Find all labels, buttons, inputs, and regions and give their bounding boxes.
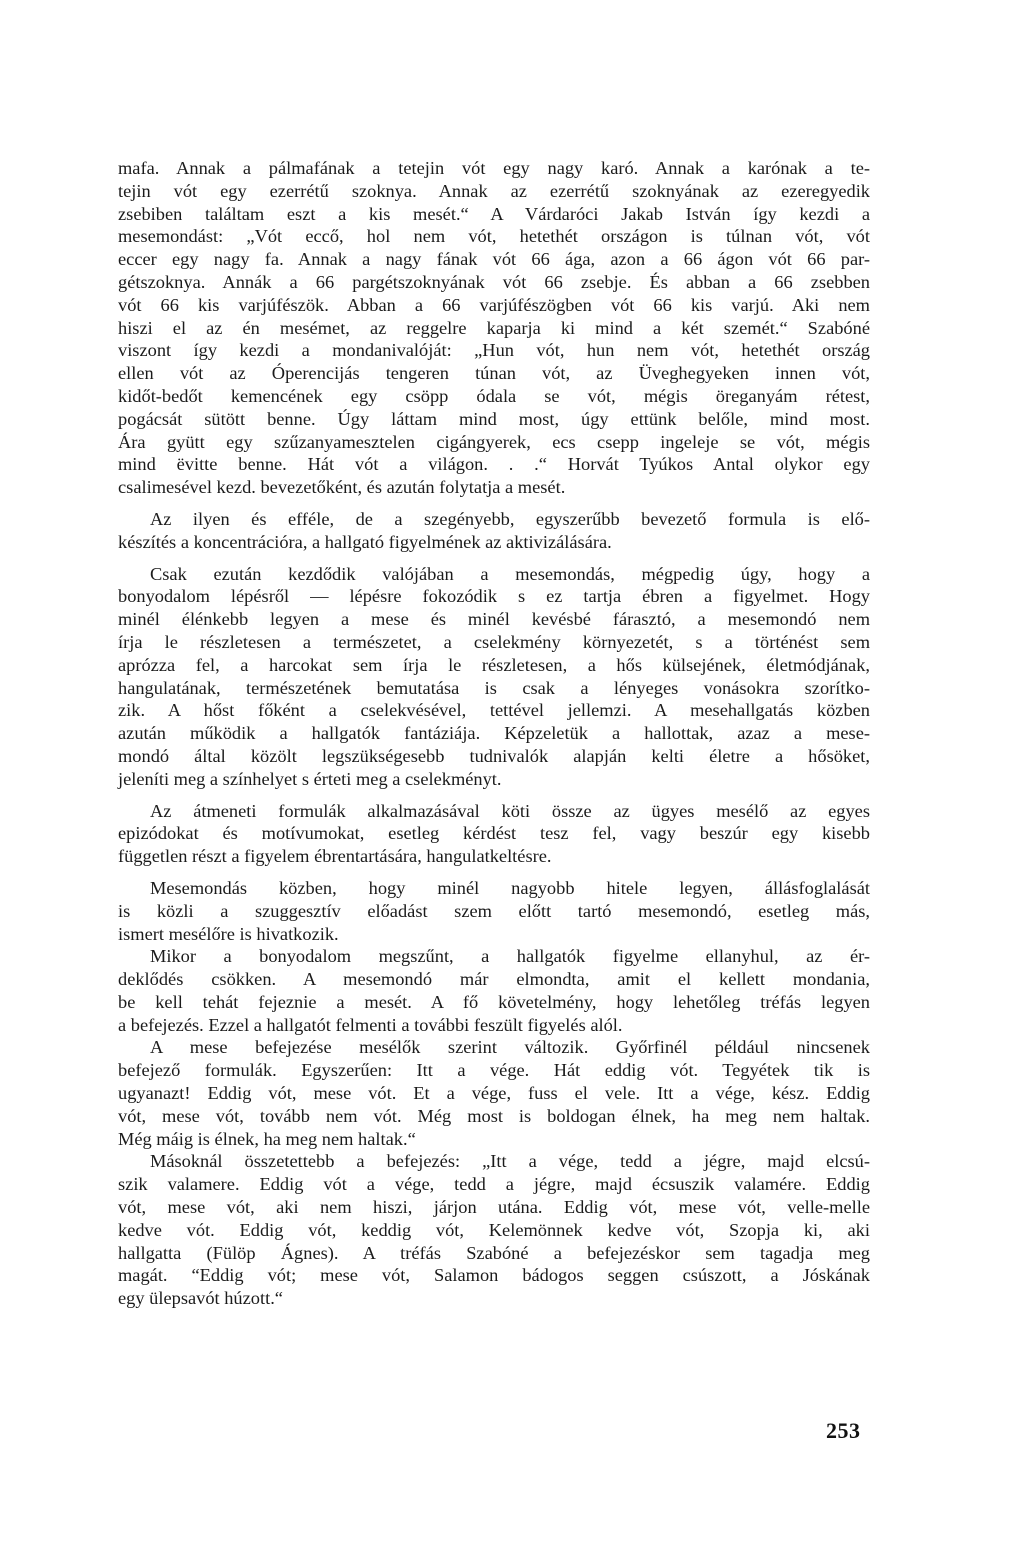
text-line: Még máig is élnek, ha meg nem haltak.“ xyxy=(118,1128,416,1149)
text-line: zik. A hőst főként a cselekvésével, tettével jellemzi. A mesehallgatás közben xyxy=(118,700,870,721)
paragraph-ending xyxy=(118,945,870,1036)
text-line: epizódokat és motívumokat, esetleg kérdést tesz fel, vagy beszúr egy kisebb xyxy=(118,823,870,844)
text-line: csalimesével kezd. bevezetőként, és azután folytatja a mesét. xyxy=(118,477,566,498)
text-line: kedve vót. Eddig vót, keddig vót, Kelemönnek kedve vót, Szopja ki, aki xyxy=(118,1219,870,1240)
text-line: mesemondást: „Vót eccő, hol nem vót, hetethét országon is túlnan vót, vót xyxy=(118,226,870,247)
paragraph-closing-formulas xyxy=(118,1036,870,1150)
paragraph-complex-endings xyxy=(118,1150,870,1310)
text-line: független részt a figyelem ébrentartására, hangulatkeltésre. xyxy=(118,846,552,867)
text-line: szik valamere. Eddig vót a vége, tedd a jégre, majd écsuszik valamére. Eddig xyxy=(118,1174,870,1195)
text-line: vót, mese vót, aki nem hiszi, járjon utána. Eddig vót, mese vót, velle-melle xyxy=(118,1197,870,1218)
text-line: A mese befejezése mesélők szerint változik. Győrfinél például nincsenek xyxy=(150,1037,870,1058)
text-line: aprózza fel, a harcokat sem írja le részletesen, a hős külsejének, életmódjának, xyxy=(118,654,870,675)
text-line: Csak ezután kezdődik valójában a mesemondás, mégpedig úgy, hogy a xyxy=(150,563,870,584)
text-line: azután működik a hallgatók fantáziája. Képzeletük a hallottak, azaz a mese- xyxy=(118,723,870,744)
text-line: Másoknál összetettebb a befejezés: „Itt a vége, tedd a jégre, majd elcsú- xyxy=(150,1151,870,1172)
text-line: be kell tehát fejeznie a mesét. A fő követelmény, hogy lehetőleg tréfás legyen xyxy=(118,991,870,1012)
text-line: ellen vót az Óperencijás tengeren túnan vót, az Üveghegyeken innen vót, xyxy=(118,363,870,384)
text-line: Mesemondás közben, hogy minél nagyobb hitele legyen, állásfoglalását xyxy=(150,877,870,898)
text-line: Mikor a bonyodalom megszűnt, a hallgatók figyelme ellanyhul, az ér- xyxy=(150,946,870,967)
text-line: viszont így kezdi a mondanivalóját: „Hun vót, hun nem vót, hetethét ország xyxy=(118,340,870,361)
text-line: befejező formulák. Egyszerűen: Itt a vége. Hát eddig vót. Tegyétek tik is xyxy=(118,1060,870,1081)
paragraph-credibility xyxy=(118,877,870,945)
text-line: a befejezés. Ezzel a hallgatót felmenti a további feszült figyelés alól. xyxy=(118,1014,623,1035)
page-body xyxy=(118,157,870,1310)
text-line: magát. “Eddig vót; mese vót, Salamon bádogos seggen csúszott, a Jóskának xyxy=(118,1265,870,1286)
text-line: egy ülepsavót húzott.“ xyxy=(118,1288,283,1309)
text-line: ismert mesélőre is hivatkozik. xyxy=(118,923,339,944)
text-line: mafa. Annak a pálmafának a tetejin vót egy nagy karó. Annak a karónak a te- xyxy=(118,158,870,178)
text-line: bonyodalom lépésről — lépésre fokozódik s ez tartja ébren a figyelmet. Hogy xyxy=(118,586,870,607)
text-line: mind ëvitte benne. Hát vót a világon. . .“ Horvát Tyúkos Antal olykor egy xyxy=(118,454,870,475)
text-line: eccer egy nagy fa. Annak a nagy fának vót 66 ága, azon a 66 ágon vót 66 par- xyxy=(118,249,870,270)
text-line: is közli a szuggesztív előadást szem előtt tartó mesemondó, esetleg más, xyxy=(118,900,870,921)
text-line: írja le részletesen a természetet, a cselekmény környezetét, s a történést sem xyxy=(118,631,870,652)
text-line: hallgatta (Fülöp Ágnes). A tréfás Szabóné a befejezéskor sem tagadja meg xyxy=(118,1242,870,1263)
text-line: kidőt-bedőt kemencének egy csöpp ódala se vót, mégis öreganyám rétest, xyxy=(118,385,870,406)
text-line: gétszoknya. Annák a 66 pargétszoknyának vót 66 zsebje. És abban a 66 zsebben xyxy=(118,271,870,292)
text-line: hangulatának, természetének bemutatása is csak a lényeges vonásokra szorítko- xyxy=(118,677,870,698)
text-line: készítés a koncentrációra, a hallgató figyelmének az aktivizálására. xyxy=(118,531,612,552)
paragraph-transition-formulas xyxy=(118,800,870,868)
text-line: jeleníti meg a színhelyet s érteti meg a cselekményt. xyxy=(118,768,502,789)
paragraph-formula-role xyxy=(118,508,870,554)
text-line: tejin vót egy ezerrétű szoknya. Annak az ezerrétű szoknyának az ezeregyedik xyxy=(118,180,870,201)
text-line: minél élénkebb legyen a mese és minél kevésbé fárasztó, a mesemondó nem xyxy=(118,609,870,630)
paragraph-opening-formulas xyxy=(118,157,870,499)
text-line: vót, mese vót, tovább nem vót. Még most is boldogan élnek, ha meg nem haltak. xyxy=(118,1105,870,1126)
text-line: hiszi el az én mesémet, az reggelre kaparja ki mind a két szemét.“ Szabóné xyxy=(118,317,870,338)
text-line: zsebiben találtam eszt a kis mesét.“ A Várdaróci Jakab István így kezdi a xyxy=(118,203,870,224)
text-line: ugyanazt! Eddig vót, mese vót. Et a vége, fuss el vele. Itt a vége, kész. Eddig xyxy=(118,1083,870,1104)
text-line: Ára gyütt egy szűzanyamesztelen cigángyerek, ecs csepp ingeleje se vót, mégis xyxy=(118,431,870,452)
text-line: pogácsát sütött benne. Úgy láttam mind most, úgy ettünk belőle, mind most. xyxy=(118,408,870,429)
text-line: deklődés csökken. A mesemondó már elmondta, amit el kellett mondania, xyxy=(118,969,870,990)
text-line: Az ilyen és efféle, de a szegényebb, egyszerűbb bevezető formula is elő- xyxy=(150,508,870,529)
text-line: mondó által közölt legszükségesebb tudnivalók alapján kelti életre a hősöket, xyxy=(118,745,870,766)
paragraph-storytelling xyxy=(118,563,870,791)
text-line: Az átmeneti formulák alkalmazásával köti össze az ügyes mesélő az egyes xyxy=(150,800,870,821)
page-number: 253 xyxy=(826,1418,861,1443)
text-line: vót 66 kis varjúfészök. Abban a 66 varjúfészögben vót 66 kis varjú. Aki nem xyxy=(118,294,870,315)
